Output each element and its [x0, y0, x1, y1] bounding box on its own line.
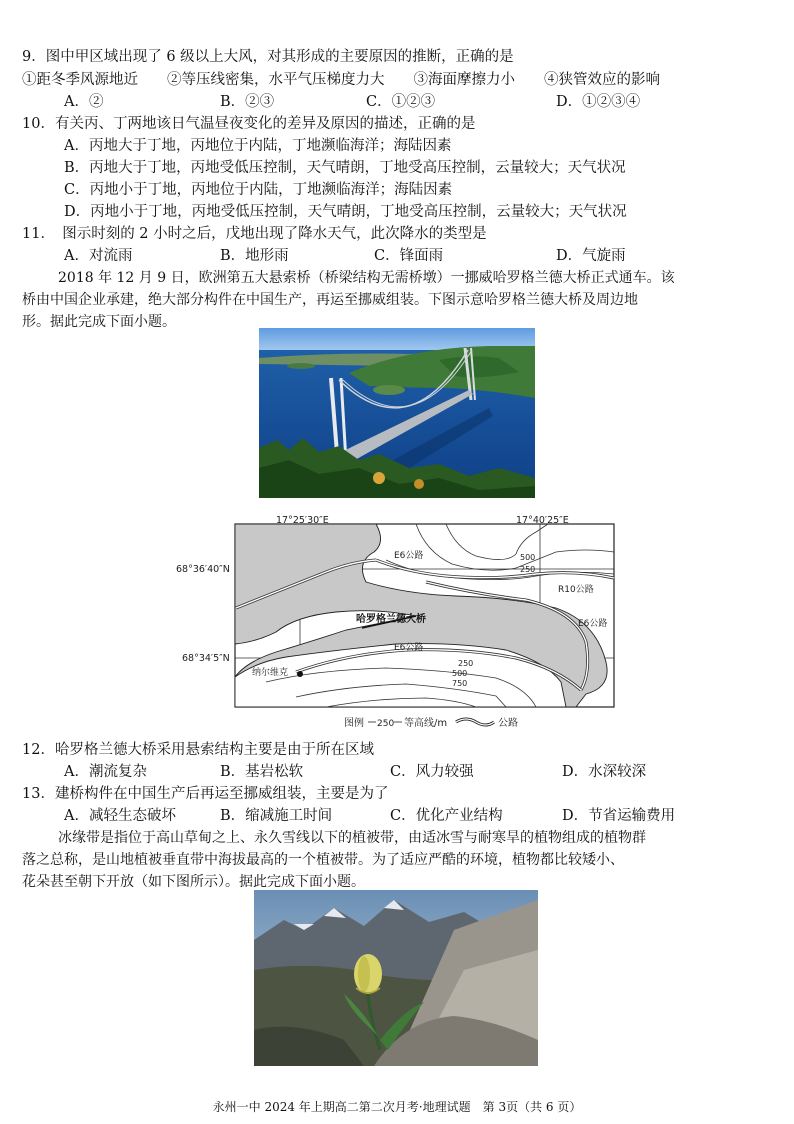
q12-option-a: A．潮流复杂 — [64, 764, 147, 780]
q13-option-b: B．缩减施工时间 — [220, 808, 333, 824]
map-lat-bottom: 68°34′5″N — [182, 653, 230, 664]
q12-option-b: B．基岩松软 — [220, 764, 304, 780]
topographic-map — [176, 512, 616, 738]
q12-option-d: D．水深较深 — [562, 764, 647, 780]
q13-options — [0, 806, 794, 826]
q9-option-a: A．② — [64, 94, 104, 110]
q12-stem: 12．哈罗格兰德大桥采用悬索结构主要是由于所在区域 — [22, 742, 374, 758]
map-legend-road: 公路 — [498, 718, 518, 729]
map-legend-contour: 250 — [377, 719, 395, 729]
q9-option-b: B．②③ — [220, 94, 275, 110]
map-lat-top: 68°36′40″N — [176, 564, 230, 575]
q12-option-c: C．风力较强 — [390, 764, 474, 780]
intro1-line3: 形。据此完成下面小题。 — [22, 314, 176, 330]
q9-stem: 9．图中甲区域出现了 6 级以上大风，对其形成的主要原因的推断，正确的是 — [22, 49, 514, 65]
q9-items: ①距冬季风源地近 ②等压线密集，水平气压梯度力大 ③海面摩擦力小 ④狭管效应的影响 — [22, 72, 660, 88]
q13-option-a: A．减轻生态破坏 — [64, 808, 176, 824]
map-contour-750-bottom: 750 — [452, 679, 468, 688]
map-road-e6-mid: E6公路 — [394, 643, 424, 653]
map-lon-right: 17°40′25″E — [516, 515, 569, 526]
q12-options — [0, 762, 794, 782]
map-contour-500-bottom: 500 — [452, 669, 468, 678]
map-contour-250-top: 250 — [520, 565, 536, 574]
q9-option-c: C．①②③ — [366, 94, 436, 110]
q10-option-b: B．丙地大于丁地，丙地受低压控制，天气晴朗，丁地受高压控制，云量较大；天气状况 — [64, 160, 626, 176]
map-town: 纳尔维克 — [252, 668, 289, 678]
q9-options — [0, 92, 794, 112]
page-footer: 永州一中 2024 年上期高二第二次月考·地理试题 第 3页（共 6 页） — [212, 1100, 582, 1114]
map-road-e6-top: E6公路 — [394, 551, 424, 561]
intro1-line1: 2018 年 12 月 9 日，欧洲第五大悬索桥（桥梁结构无需桥墩）一挪威哈罗格兰德大桥正式通车。该 — [58, 270, 675, 286]
q11-option-a: A．对流雨 — [64, 248, 133, 264]
q11-stem: 11． 图示时刻的 2 小时之后，戊地出现了降水天气，此次降水的类型是 — [22, 226, 487, 242]
q9-option-d: D．①②③④ — [556, 94, 641, 110]
map-road-r10: R10公路 — [558, 585, 594, 595]
q11-options — [0, 246, 794, 266]
q13-option-d: D．节省运输费用 — [562, 808, 676, 824]
intro2-line1: 冰缘带是指位于高山草甸之上、永久雪线以下的植被带，由适冰雪与耐寒旱的植物组成的植物群 — [58, 830, 646, 846]
q11-option-b: B．地形雨 — [220, 248, 289, 264]
q10-stem: 10．有关丙、丁两地该日气温昼夜变化的差异及原因的描述，正确的是 — [22, 116, 476, 132]
alpine-flower-photo — [254, 890, 538, 1066]
q13-option-c: C．优化产业结构 — [390, 808, 503, 824]
q11-option-d: D．气旋雨 — [556, 248, 626, 264]
map-contour-500-top: 500 — [520, 553, 536, 562]
bridge-photo — [259, 328, 535, 498]
map-legend-label: 图例 — [344, 718, 364, 729]
intro1-line2: 桥由中国企业承建，绝大部分构件在中国生产，再运至挪威组装。下图示意哈罗格兰德大桥及周边地 — [22, 292, 638, 308]
q10-option-c: C．丙地小于丁地，丙地位于内陆，丁地濒临海洋；海陆因素 — [64, 182, 453, 198]
q11-option-c: C．锋面雨 — [374, 248, 444, 264]
map-legend-contour-text: 等高线/m — [404, 718, 448, 729]
intro2-line2: 落之总称，是山地植被垂直带中海拔最高的一个植被带。为了适应严酷的环境，植物都比较矮小、 — [22, 852, 624, 868]
map-road-e6-right: E6公路 — [578, 619, 608, 629]
intro2-line3: 花朵甚至朝下开放（如下图所示）。据此完成下面小题。 — [22, 874, 365, 890]
q10-option-d: D．丙地小于丁地，丙地受低压控制，天气晴朗，丁地受高压控制，云量较大；天气状况 — [64, 204, 627, 220]
map-lon-left: 17°25′30″E — [276, 515, 329, 526]
map-bridge-label: 哈罗格兰德大桥 — [356, 614, 426, 625]
q13-stem: 13．建桥构件在中国生产后再运至挪威组装，主要是为了 — [22, 786, 389, 802]
map-contour-250-bottom: 250 — [458, 659, 474, 668]
q10-option-a: A．丙地大于丁地，丙地位于内陆，丁地濒临海洋；海陆因素 — [64, 138, 452, 154]
